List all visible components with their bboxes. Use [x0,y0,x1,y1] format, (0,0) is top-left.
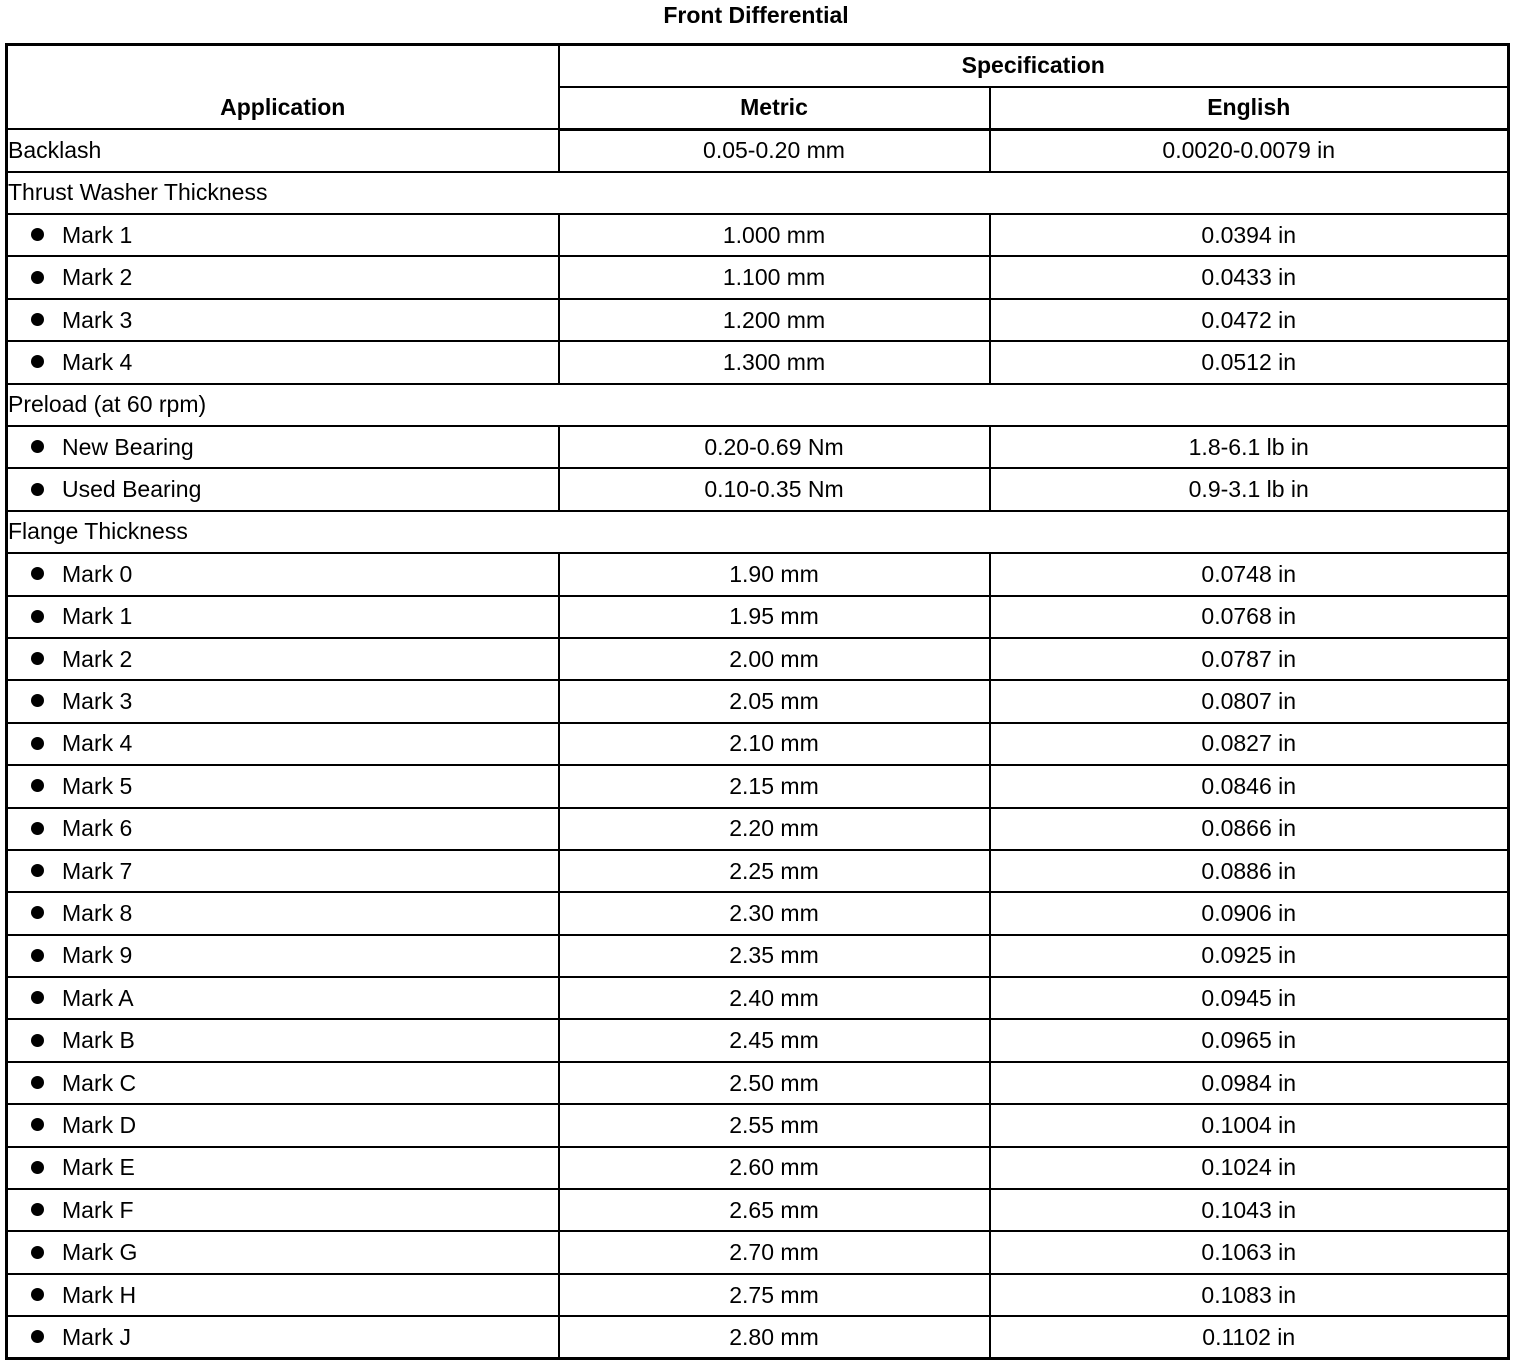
bullet-icon [31,483,44,496]
metric-value: 1.90 mm [559,553,990,595]
section-row [7,511,1509,553]
bullet-icon [31,1203,44,1216]
table-row [7,468,1509,510]
header-row-top [7,45,1509,87]
metric-value: 1.200 mm [559,299,990,341]
metric-value: 2.80 mm [559,1316,990,1358]
application-cell [7,850,559,892]
application-cell [7,977,559,1019]
application-cell [7,892,559,934]
english-value: 0.0787 in [990,638,1509,680]
english-value: 0.0748 in [990,553,1509,595]
application-cell [7,1231,559,1273]
application-label: Mark 3 [62,306,133,333]
metric-value: 1.000 mm [559,214,990,256]
english-value: 0.0866 in [990,808,1509,850]
application-cell [7,723,559,765]
english-value: 0.0984 in [990,1062,1509,1104]
table-row [7,1274,1509,1316]
application-cell [7,638,559,680]
bullet-icon [31,610,44,623]
application-label: Mark 1 [62,221,133,248]
section-row [7,384,1509,426]
english-value: 0.0925 in [990,935,1509,977]
application-label: Mark F [62,1196,134,1223]
application-cell [7,765,559,807]
bullet-icon [31,822,44,835]
metric-value: 2.40 mm [559,977,990,1019]
bullet-icon [31,1330,44,1343]
english-value: 0.1102 in [990,1316,1509,1358]
metric-value: 2.70 mm [559,1231,990,1273]
bullet-icon [31,864,44,877]
table-row [7,680,1509,722]
table-row [7,129,1509,171]
application-cell [7,1189,559,1231]
application-label: Mark H [62,1281,137,1308]
table-row [7,892,1509,934]
bullet-icon [31,1246,44,1259]
document-title: Front Differential [663,2,849,28]
bullet-icon [31,652,44,665]
table-row [7,765,1509,807]
application-cell [7,1274,559,1316]
specification-table [5,43,1510,1360]
metric-value: 2.10 mm [559,723,990,765]
english-value: 0.1063 in [990,1231,1509,1273]
application-cell [7,468,559,510]
english-value: 0.1043 in [990,1189,1509,1231]
metric-value: 2.60 mm [559,1147,990,1189]
metric-value: 2.50 mm [559,1062,990,1104]
application-label: Mark 0 [62,560,133,587]
english-value: 0.0394 in [990,214,1509,256]
english-value: 0.0020-0.0079 in [990,129,1509,171]
table-row [7,977,1509,1019]
table-row [7,935,1509,977]
metric-value: 2.30 mm [559,892,990,934]
application-label: Mark 4 [62,730,133,757]
application-cell [7,680,559,722]
application-label: Mark C [62,1069,137,1096]
application-cell [7,214,559,256]
table-row [7,256,1509,298]
english-value: 0.0945 in [990,977,1509,1019]
specification-header: Specification [559,45,1509,87]
application-cell [7,935,559,977]
table-row [7,596,1509,638]
application-cell [7,1062,559,1104]
metric-value: 2.65 mm [559,1189,990,1231]
metric-value: 2.00 mm [559,638,990,680]
table-row [7,638,1509,680]
bullet-icon [31,1288,44,1301]
metric-value: 1.95 mm [559,596,990,638]
application-cell [7,1147,559,1189]
application-cell [7,341,559,383]
application-label: Mark B [62,1027,135,1054]
bullet-icon [31,440,44,453]
table-row [7,1316,1509,1358]
table-row [7,553,1509,595]
metric-value: 1.100 mm [559,256,990,298]
bullet-icon [31,1161,44,1174]
table-row [7,214,1509,256]
application-label: Mark E [62,1154,135,1181]
english-value: 0.0906 in [990,892,1509,934]
bullet-icon [31,567,44,580]
metric-value: 2.35 mm [559,935,990,977]
application-label: Mark D [62,1111,137,1138]
metric-value: 2.75 mm [559,1274,990,1316]
metric-value: 0.20-0.69 Nm [559,426,990,468]
table-row [7,808,1509,850]
application-label: Mark 2 [62,645,133,672]
application-label: Used Bearing [62,476,202,503]
english-value: 0.0886 in [990,850,1509,892]
bullet-icon [31,991,44,1004]
bullet-icon [31,1076,44,1089]
bullet-icon [31,906,44,919]
application-cell [7,1316,559,1358]
table-row [7,1189,1509,1231]
english-value: 0.0965 in [990,1019,1509,1061]
english-value: 0.0433 in [990,256,1509,298]
bullet-icon [31,694,44,707]
metric-value: 1.300 mm [559,341,990,383]
application-label: Mark 4 [62,348,133,375]
section-label: Flange Thickness [7,511,1509,553]
table-row [7,299,1509,341]
application-label: Backlash [8,136,102,163]
section-row [7,172,1509,214]
english-value: 0.0512 in [990,341,1509,383]
table-row [7,723,1509,765]
bullet-icon [31,1034,44,1047]
application-cell [7,1019,559,1061]
application-cell [7,596,559,638]
bullet-icon [31,355,44,368]
application-label: Mark G [62,1239,138,1266]
application-cell [7,129,559,171]
application-cell [7,553,559,595]
english-value: 0.1083 in [990,1274,1509,1316]
table-row [7,341,1509,383]
english-value: 0.0472 in [990,299,1509,341]
table-row [7,1062,1509,1104]
application-label: Mark J [62,1323,131,1350]
application-label: Mark 7 [62,857,133,884]
table-row [7,1019,1509,1061]
bullet-icon [31,271,44,284]
section-label: Preload (at 60 rpm) [7,384,1509,426]
metric-value: 2.25 mm [559,850,990,892]
english-header: English [990,87,1509,129]
bullet-icon [31,779,44,792]
application-label: Mark 5 [62,772,133,799]
metric-value: 2.45 mm [559,1019,990,1061]
bullet-icon [31,228,44,241]
english-value: 0.9-3.1 lb in [990,468,1509,510]
metric-value: 0.10-0.35 Nm [559,468,990,510]
english-value: 0.0827 in [990,723,1509,765]
table-row [7,426,1509,468]
english-value: 0.0807 in [990,680,1509,722]
metric-value: 2.55 mm [559,1104,990,1146]
table-row [7,1231,1509,1273]
application-label: Mark 8 [62,900,133,926]
table-row [7,1104,1509,1146]
application-label: Mark 1 [62,603,133,630]
english-value: 0.0846 in [990,765,1509,807]
metric-header: Metric [559,87,990,129]
english-value: 0.1004 in [990,1104,1509,1146]
application-cell [7,299,559,341]
english-value: 0.1024 in [990,1147,1509,1189]
application-label: Mark 3 [62,688,133,715]
bullet-icon [31,1118,44,1131]
application-cell [7,426,559,468]
application-cell [7,256,559,298]
application-label: Mark 6 [62,815,133,842]
english-value: 0.0768 in [990,596,1509,638]
metric-value: 2.20 mm [559,808,990,850]
application-label: New Bearing [62,433,194,460]
application-cell [7,808,559,850]
bullet-icon [31,737,44,750]
application-label: Mark 2 [62,264,133,291]
table-header [7,45,1509,130]
table-body [7,129,1509,1358]
metric-value: 2.15 mm [559,765,990,807]
metric-value: 2.05 mm [559,680,990,722]
application-label: Mark 9 [62,942,133,969]
table-row [7,1147,1509,1189]
bullet-icon [31,313,44,326]
bullet-icon [31,949,44,962]
metric-value: 0.05-0.20 mm [559,129,990,171]
application-label: Mark A [62,984,134,1011]
application-cell [7,1104,559,1146]
english-value: 1.8-6.1 lb in [990,426,1509,468]
application-header: Application [7,45,559,130]
table-row [7,850,1509,892]
section-label: Thrust Washer Thickness [7,172,1509,214]
